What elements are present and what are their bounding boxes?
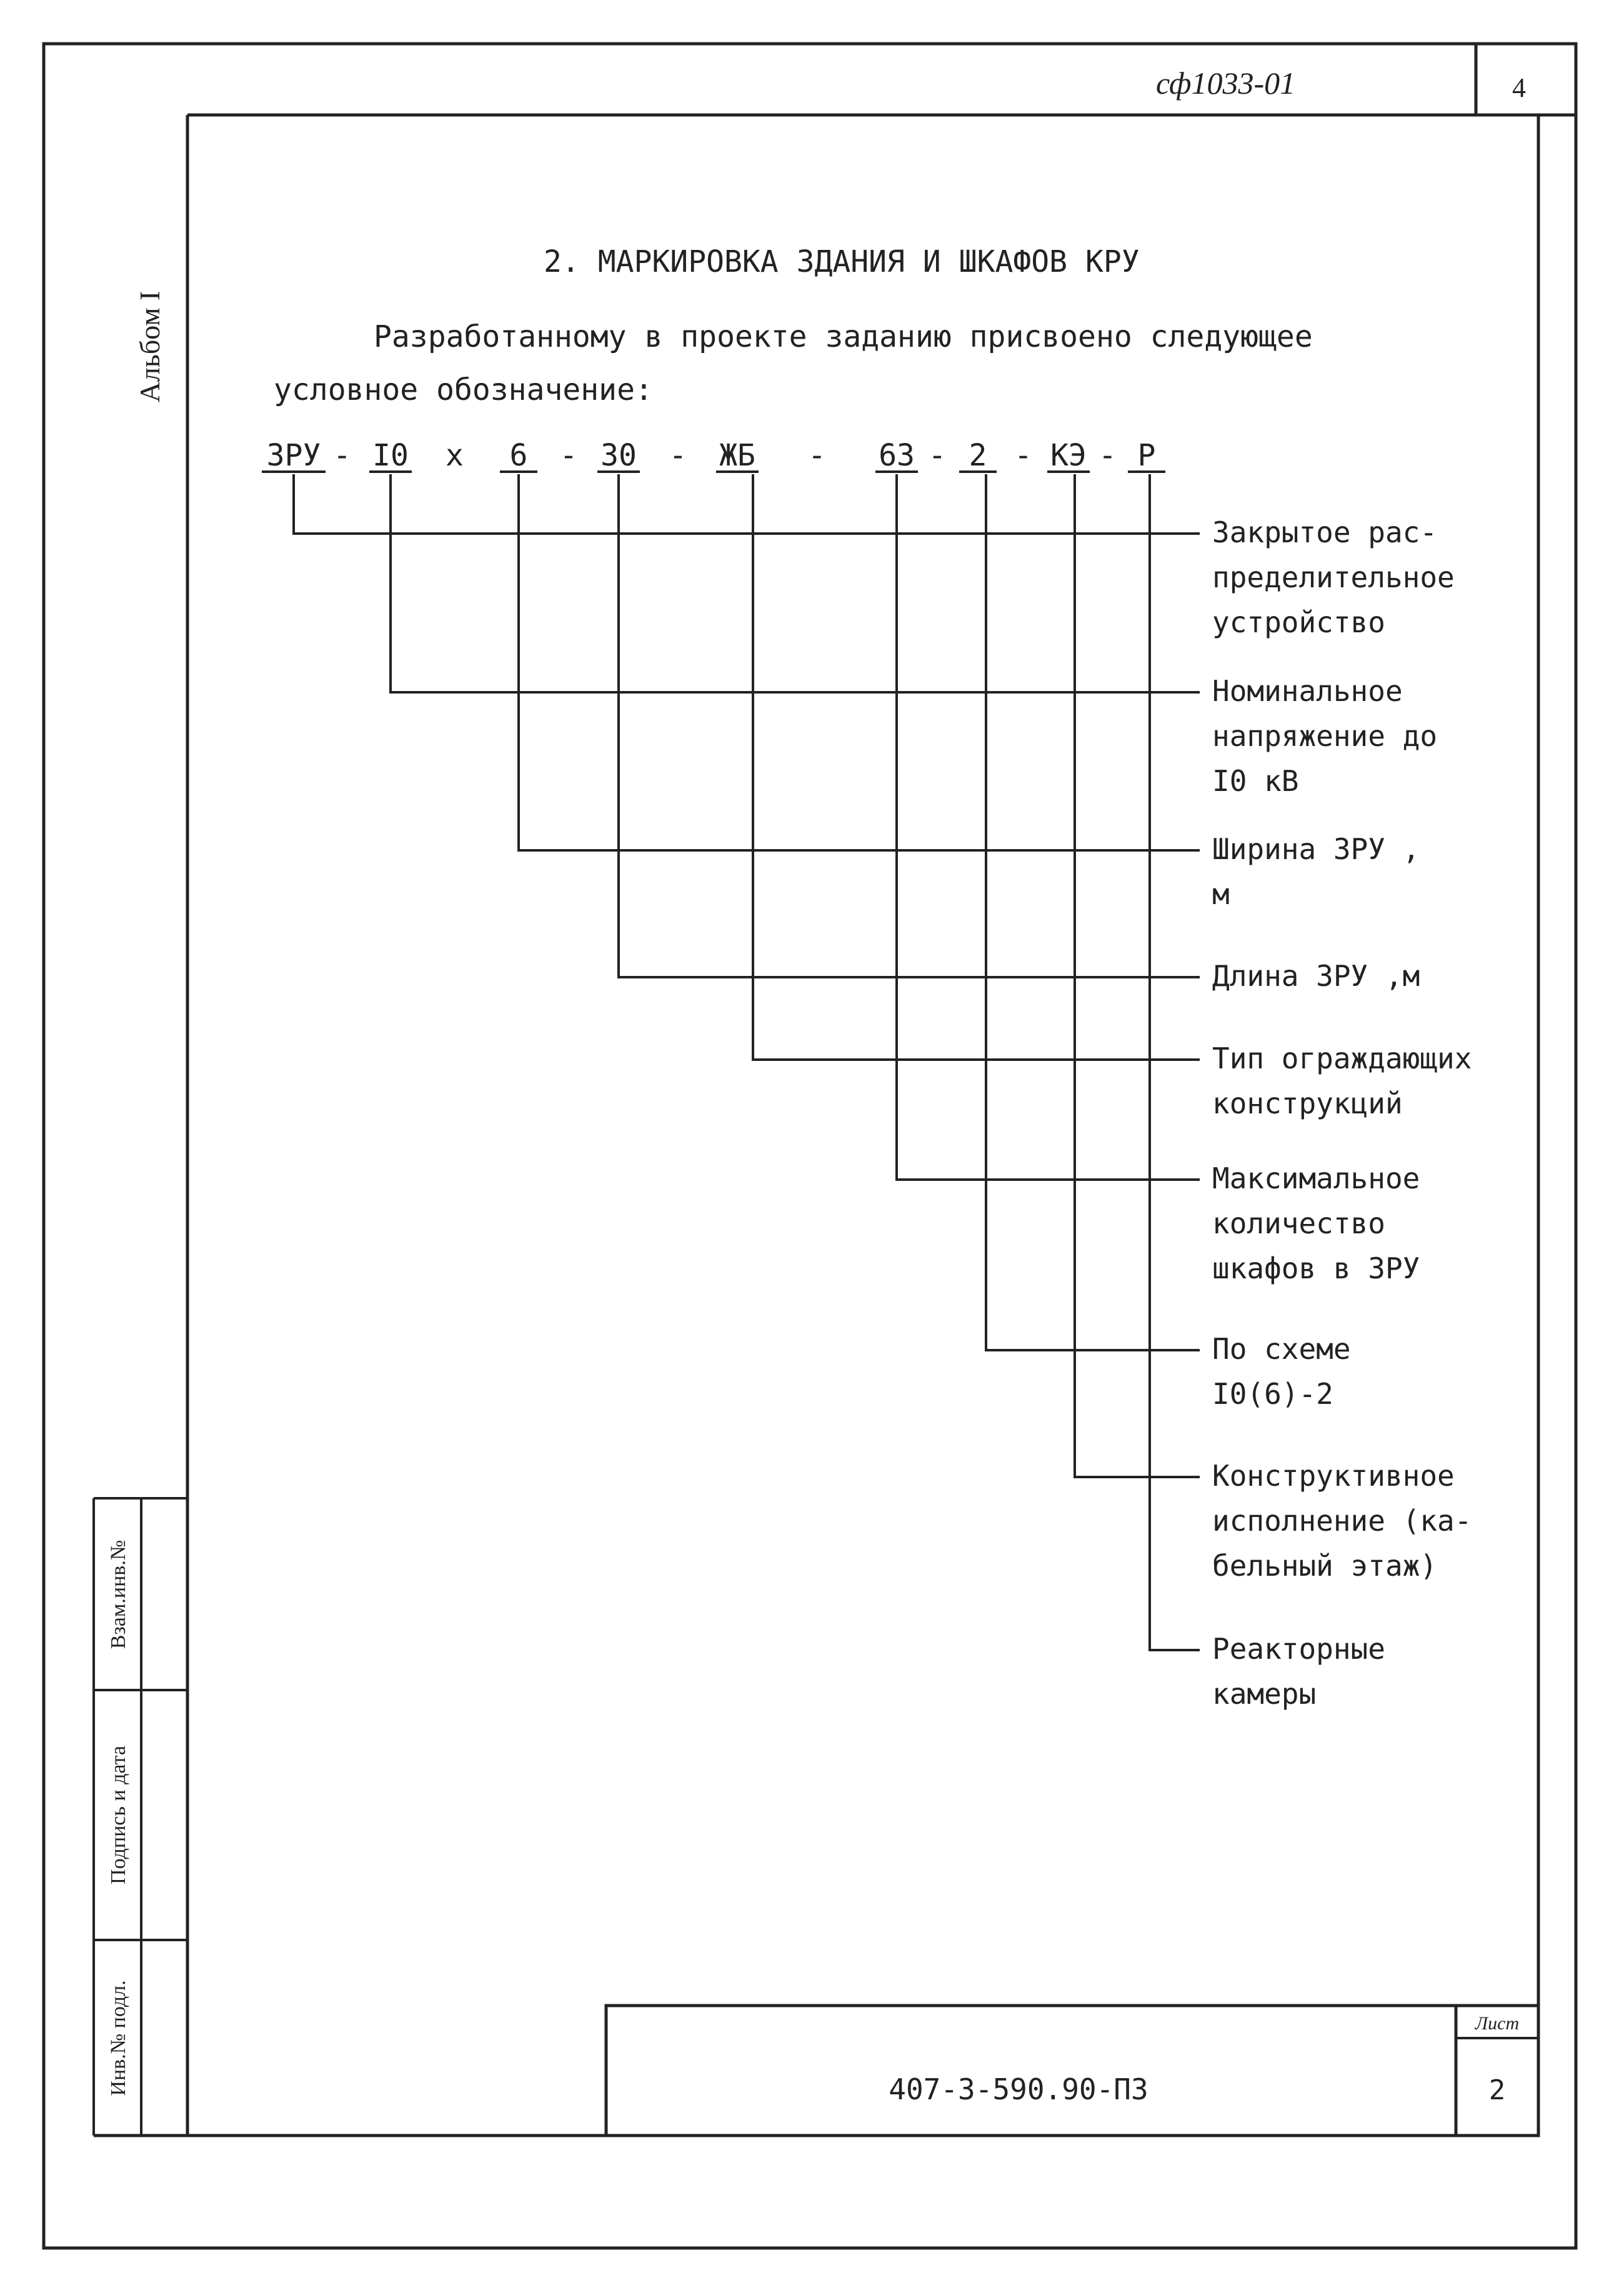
legend-item-5 xyxy=(1212,1042,1472,1120)
legend-item-line: Реакторные xyxy=(1212,1632,1385,1666)
side-label: Альбом I xyxy=(134,291,166,403)
leader-line-2 xyxy=(391,474,1200,692)
legend-item-line: Конструктивное xyxy=(1212,1459,1455,1493)
designation-separator-8: - xyxy=(1098,438,1117,473)
stamp-podpis-data: Подпись и дата xyxy=(107,1746,130,1884)
legend-item-8 xyxy=(1212,1459,1472,1583)
legend-item-line: Тип ограждающих xyxy=(1212,1042,1472,1075)
legend-item-6 xyxy=(1212,1161,1420,1285)
stamp-inv-podl: Инв.№ подл. xyxy=(107,1980,130,2096)
legend-item-1 xyxy=(1212,515,1455,639)
legend-item-line: Длина ЗРУ ,м xyxy=(1212,959,1420,993)
legend-item-2 xyxy=(1212,674,1437,798)
legend-item-line: Закрытое рас- xyxy=(1212,515,1438,549)
designation-code-1: ЗРУ xyxy=(266,438,321,473)
archive-sheet-number: 4 xyxy=(1512,72,1526,103)
designation-separator-3: - xyxy=(559,438,578,473)
designation-separator-2: х xyxy=(446,438,464,473)
leader-lines xyxy=(294,474,1200,1650)
title-block xyxy=(606,2006,1538,2136)
designation-code-4: 30 xyxy=(600,438,637,473)
legend-item-line: бельный этаж) xyxy=(1212,1549,1438,1583)
legend-item-line: Максимальное xyxy=(1212,1161,1420,1195)
intro-line-2: условное обозначение: xyxy=(274,372,653,407)
designation-separator-1: - xyxy=(333,438,351,473)
designation-separator-6: - xyxy=(928,438,947,473)
leader-line-6 xyxy=(897,474,1200,1180)
sheet-number: 2 xyxy=(1488,2074,1506,2106)
legend-item-line: камеры xyxy=(1212,1677,1317,1711)
legend-item-4 xyxy=(1212,959,1420,993)
intro-line-1: Разработанному в проекте заданию присвоено следующее xyxy=(374,319,1313,354)
archive-code: сф1033-01 xyxy=(1156,66,1296,101)
designation-code-5: ЖБ xyxy=(719,438,755,473)
section-title: 2. МАРКИРОВКА ЗДАНИЯ И ШКАФОВ КРУ xyxy=(544,244,1140,279)
designation-code-3: 6 xyxy=(509,438,528,473)
legend-item-line: пределительное xyxy=(1212,560,1455,594)
designation-code-2: I0 xyxy=(372,438,409,473)
designation-code xyxy=(262,438,1165,473)
leader-line-5 xyxy=(753,474,1200,1060)
designation-code-8: КЭ xyxy=(1050,438,1087,473)
legend-item-line: конструкций xyxy=(1212,1087,1403,1120)
document-code: 407-3-590.90-ПЗ xyxy=(889,2072,1148,2106)
legend-item-line: шкафов в ЗРУ xyxy=(1212,1251,1420,1285)
legend-item-line: напряжение до xyxy=(1212,719,1438,753)
leader-line-4 xyxy=(619,474,1200,977)
designation-separator-5: - xyxy=(808,438,826,473)
designation-separator-7: - xyxy=(1014,438,1032,473)
legend-item-line: м xyxy=(1212,877,1230,911)
legend-item-line: Номинальное xyxy=(1212,674,1403,708)
stamp-vzam-inv: Взам.инв.№ xyxy=(107,1539,130,1649)
leader-line-8 xyxy=(1075,474,1200,1477)
legend-item-line: По схеме xyxy=(1212,1332,1351,1366)
legend-item-line: Ширина ЗРУ , xyxy=(1212,832,1420,866)
designation-separator-4: - xyxy=(669,438,687,473)
leader-line-7 xyxy=(986,474,1200,1350)
designation-code-7: 2 xyxy=(969,438,987,473)
legend-item-3 xyxy=(1212,832,1420,911)
designation-code-6: 63 xyxy=(879,438,915,473)
leader-line-1 xyxy=(294,474,1200,534)
legend-item-line: устройство xyxy=(1212,605,1385,639)
legend-list xyxy=(1212,515,1472,1711)
legend-item-line: I0 кВ xyxy=(1212,764,1299,798)
legend-item-line: исполнение (ка- xyxy=(1212,1504,1472,1538)
legend-item-line: I0(6)-2 xyxy=(1212,1377,1333,1411)
legend-item-line: количество xyxy=(1212,1206,1385,1240)
leader-line-9 xyxy=(1150,474,1200,1650)
legend-item-7 xyxy=(1212,1332,1351,1411)
legend-item-9 xyxy=(1212,1632,1385,1711)
leader-line-3 xyxy=(519,474,1200,850)
sheet-label: Лист xyxy=(1475,2013,1520,2034)
designation-code-9: Р xyxy=(1137,438,1156,473)
